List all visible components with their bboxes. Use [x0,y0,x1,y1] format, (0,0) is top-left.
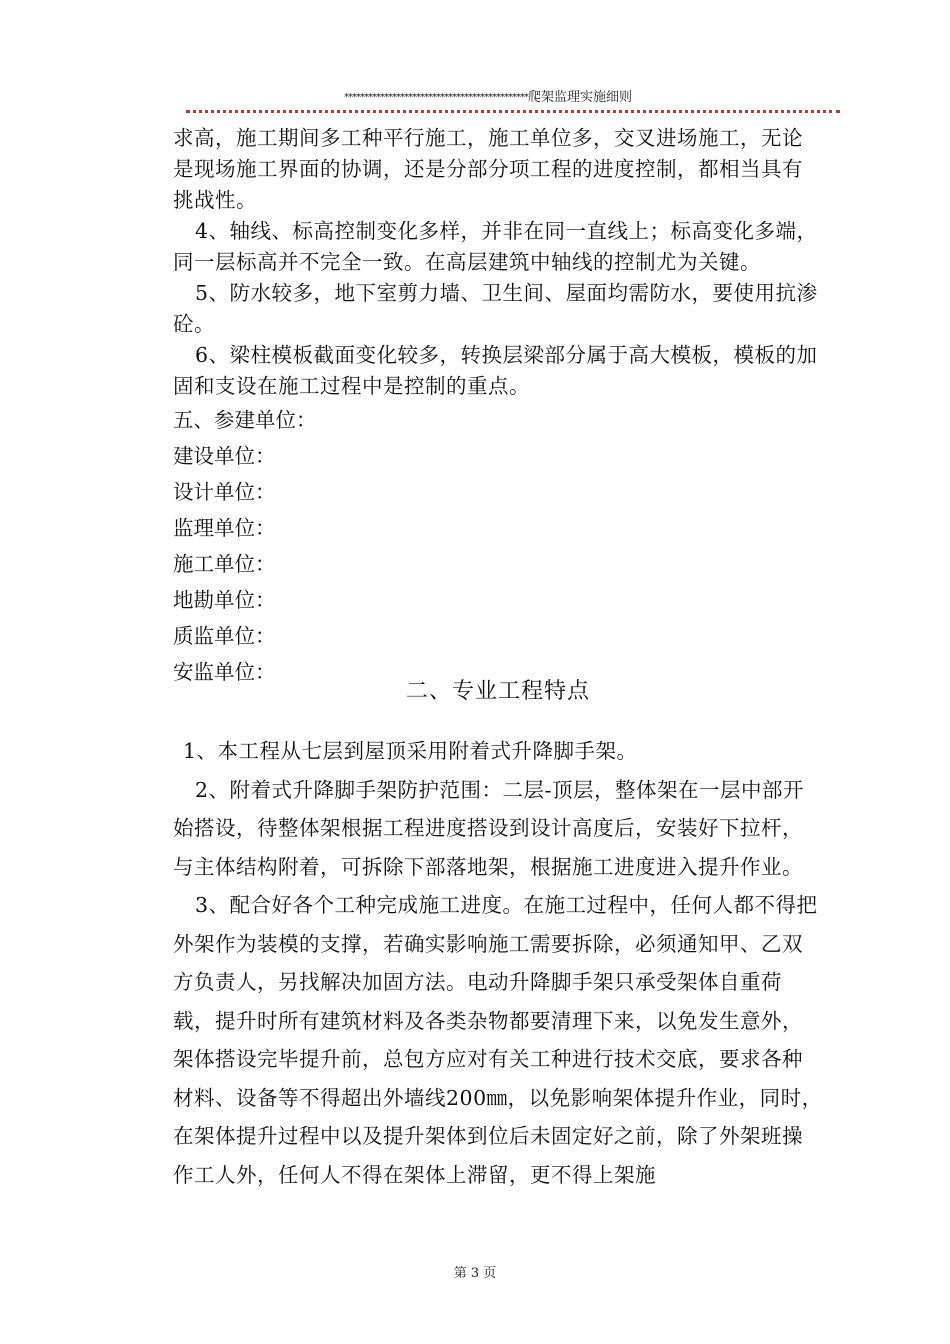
paragraph-2-1: 1、本工程从七层到屋顶采用附着式升降脚手架。 [183,739,638,763]
unit-design: 设计单位： [173,480,276,504]
paragraph-item-6: 6、梁柱模板截面变化较多，转换层梁部分属于高大模板，模板的加固和支设在施工过程中是控制的重点。 [173,343,818,398]
section-1-body [173,123,823,690]
paragraph-item-5: 5、防水较多，地下室剪力墙、卫生间、屋面均需防水，要使用抗渗砼。 [173,281,818,336]
unit-contractor: 施工单位： [173,552,276,576]
unit-survey: 地勘单位： [173,588,276,612]
header-dotted-rule [186,110,840,113]
section-2-title: 二、专业工程特点 [405,679,590,704]
header-decoration: ********************************************** [344,92,528,103]
unit-quality-supervision: 质监单位： [173,624,276,648]
paragraph-item-4: 4、轴线、标高控制变化多样，并非在同一直线上；标高变化多端，同一层标高并不完全一致。在高层建筑中轴线的控制尤为关键。 [173,219,818,274]
unit-construction-owner: 建设单位： [173,444,276,468]
paragraph-2-2: 2、附着式升降脚手架防护范围：二层-顶层，整体架在一层中部开始搭设，待整体架根据工程进度搭设到设计高度后，安装好下拉杆，与主体结构附着，可拆除下部落地架，根据施工进度进入提升作业。 [173,777,804,879]
unit-supervision: 监理单位： [173,516,276,540]
header-title: 爬架监理实施细则 [528,90,633,105]
unit-safety-supervision: 安监单位： [173,660,276,684]
participants-heading: 五、参建单位： [173,408,317,432]
page-number: 第 3 页 [453,1266,497,1281]
page-header [344,86,764,108]
section-2-body [173,732,823,1194]
paragraph-continuation: 求高，施工期间多工种平行施工，施工单位多，交叉进场施工，无论是现场施工界面的协调，还是分部分项工程的进度控制，都相当具有挑战性。 [173,126,803,212]
paragraph-2-3: 3、配合好各个工种完成施工进度。在施工过程中，任何人都不得把外架作为装模的支撑，若确实影响施工需要拆除，必须通知甲、乙双方负责人，另找解决加固方法。电动升降脚手架只承受架体自重荷载，提升时所有建筑材料及各类杂物都要清理下来，以免发生意外，架体搭设完毕提升前，总包方应对有关工种进行技术交底，要求各种材料、设备等不得超出外墙线200㎜，以免影响架体提升作业，同时，在架体提升过程中以及提升架体到位后未固定好之前，除了外架班操作工人外，任何人不得在架体上滞留，更不得上架施 [173,893,823,1187]
